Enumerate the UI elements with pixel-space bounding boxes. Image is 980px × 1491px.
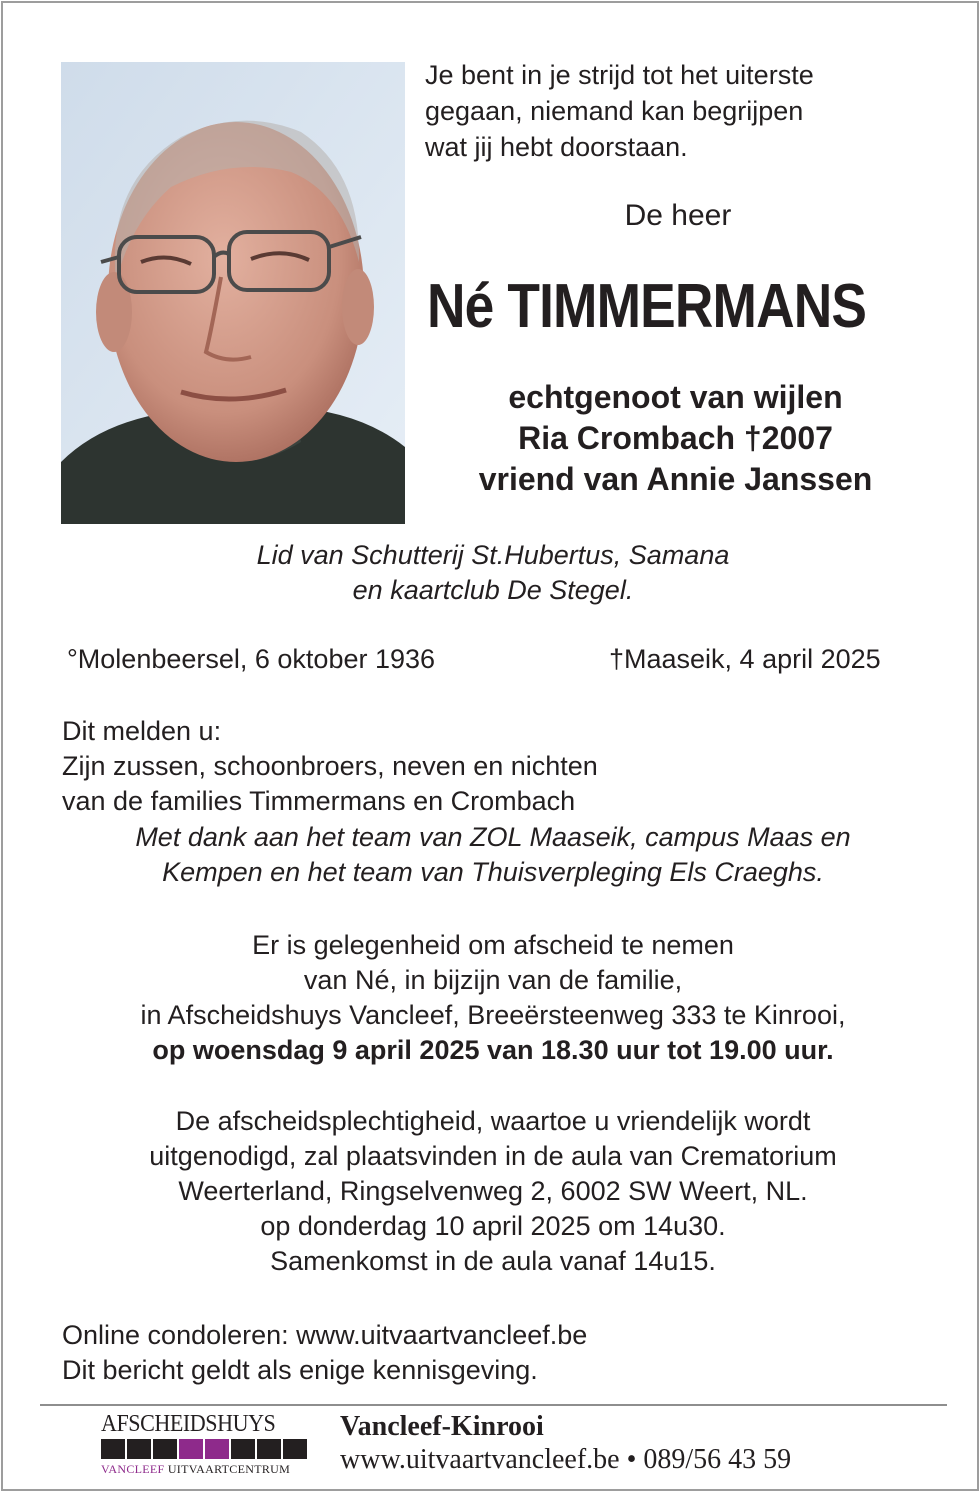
membership	[43, 538, 943, 608]
death-notice-card	[1, 1, 979, 1491]
announcement-line: Dit melden u:	[62, 716, 222, 746]
funeral-home-logo	[101, 1411, 307, 1476]
relations	[413, 377, 938, 500]
footer-divider	[40, 1404, 947, 1406]
poem-line: gegaan, niemand kan begrijpen	[425, 96, 804, 126]
thanks-line: Kempen en het team van Thuisverpleging Els Craeghs.	[162, 857, 824, 887]
membership-line: en kaartclub De Stegel.	[352, 575, 634, 605]
ceremony-line: op donderdag 10 april 2025 om 14u30.	[260, 1211, 726, 1241]
announcement	[62, 714, 598, 819]
announcement-line: Zijn zussen, schoonbroers, neven en nichten	[62, 751, 598, 781]
deceased-name: Né TIMMERMANS	[427, 272, 867, 341]
relation-line: echtgenoot van wijlen	[508, 379, 843, 415]
visitation-line: Er is gelegenheid om afscheid te nemen	[252, 930, 734, 960]
poem-line: wat jij hebt doorstaan.	[425, 132, 688, 162]
logo-brand: VANCLEEF	[101, 1462, 165, 1476]
firm-contact[interactable]: www.uitvaartvancleef.be • 089/56 43 59	[340, 1444, 792, 1475]
birth-date: °Molenbeersel, 6 oktober 1936	[67, 644, 436, 674]
ceremony-line: uitgenodigd, zal plaatsvinden in de aula van Crematorium	[149, 1141, 837, 1171]
relation-line: Ria Crombach †2007	[518, 420, 833, 456]
thanks-line: Met dank aan het team van ZOL Maaseik, campus Maas en	[135, 822, 851, 852]
visitation	[43, 928, 943, 1068]
firm-name: Vancleef-Kinrooi	[340, 1411, 544, 1442]
salutation: De heer	[624, 199, 732, 232]
logo-title: AFSCHEIDSHUYS	[101, 1411, 276, 1437]
portrait-image	[61, 62, 405, 524]
poem-line: Je bent in je strijd tot het uiterste	[425, 60, 814, 90]
ceremony-line: Weerterland, Ringselvenweg 2, 6002 SW Weert, NL.	[178, 1176, 808, 1206]
announcement-line: van de families Timmermans en Crombach	[62, 786, 576, 816]
logo-subtitle	[101, 1462, 307, 1477]
visitation-line: van Né, in bijzijn van de familie,	[303, 965, 683, 995]
notice-disclaimer: Dit bericht geldt als enige kennisgeving.	[62, 1355, 538, 1385]
poem	[425, 57, 905, 165]
portrait-photo	[61, 62, 405, 524]
ceremony-line: Samenkomst in de aula vanaf 14u15.	[270, 1246, 716, 1276]
funeral-home-contact	[340, 1410, 791, 1476]
condolence-link[interactable]: Online condoleren: www.uitvaartvancleef.be	[62, 1320, 588, 1350]
logo-bar	[101, 1439, 307, 1459]
online-condolence	[62, 1318, 587, 1388]
ceremony	[43, 1104, 943, 1279]
ceremony-line: De afscheidsplechtigheid, waartoe u vriendelijk wordt	[175, 1106, 811, 1136]
thanks	[43, 820, 943, 890]
logo-tagline: UITVAARTCENTRUM	[167, 1462, 291, 1476]
membership-line: Lid van Schutterij St.Hubertus, Samana	[256, 540, 730, 570]
death-date: †Maaseik, 4 april 2025	[609, 644, 881, 674]
visitation-datetime: op woensdag 9 april 2025 van 18.30 uur tot 19.00 uur.	[152, 1035, 834, 1065]
visitation-line: in Afscheidshuys Vancleef, Breeërsteenweg 333 te Kinrooi,	[140, 1000, 846, 1030]
relation-line: vriend van Annie Janssen	[478, 461, 873, 497]
